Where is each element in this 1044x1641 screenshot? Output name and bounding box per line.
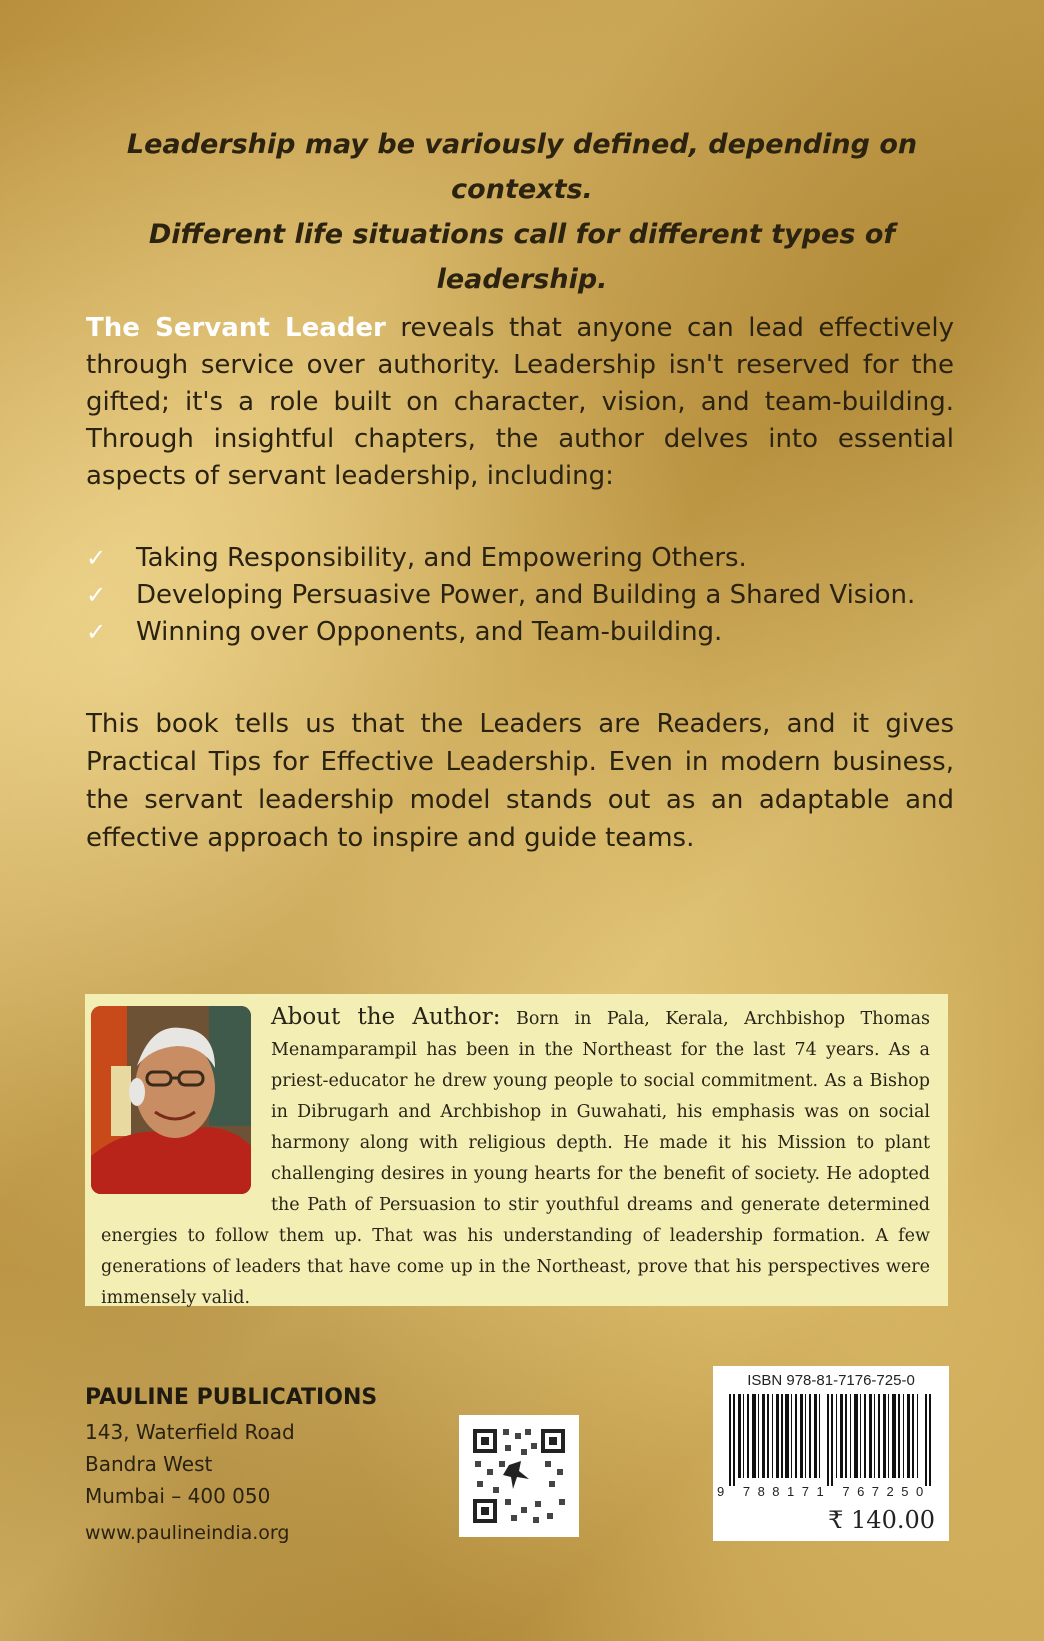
tagline-line-1: Leadership may be variously defined, depending on contexts.: [126, 129, 918, 205]
publisher-block: [85, 1385, 377, 1544]
publisher-address-line-1: 143, Waterfield Road: [85, 1420, 295, 1444]
publisher-address-line-2: Bandra West: [85, 1452, 213, 1476]
qr-code-graphic: [459, 1415, 579, 1537]
book-title: The Servant Leader: [86, 313, 386, 343]
author-bio-text: Born in Pala, Kerala, Archbishop Thomas Menamparampil has been in the Northeast for the last 74 years. As a priest-educator he drew young people to social commitment. As a Bishop in Dibrugarh and Archbishop in Guwahati, his emphasis was on social harmony along with religious depth. He made it his Mission to plant challenging desires in young hearts for the benefit of society. He adopted the Path of Persuasion to stir youthful dreams and generate determined energies to follow them up. That was his understanding of leadership formation. A few generations of leaders that have come up in the Northeast, prove that his perspectives were immensely valid.: [101, 1009, 930, 1308]
checkmark-icon: ✓: [86, 581, 107, 609]
closing-paragraph: This book tells us that the Leaders are Readers, and it gives Practical Tips for Effective Leadership. Even in modern business, the servant leadership model stands out as an adaptable and effective approach to inspire and guide teams.: [86, 709, 954, 853]
publisher-name: PAULINE PUBLICATIONS: [85, 1385, 378, 1410]
author-photo: [91, 1006, 251, 1194]
topics-checklist: [86, 540, 986, 651]
about-author-label: About the Author:: [271, 1004, 501, 1030]
list-item: ✓ Winning over Opponents, and Team-building.: [86, 614, 986, 651]
intro-text: reveals that anyone can lead effectively through service over authority. Leadership isn't reserved for the gifted; it's a role built on character, vision, and team-building. Through insightful chapters, the author delves into essential aspects of servant leadership, including:: [86, 313, 954, 491]
barcode-graphic: [727, 1394, 937, 1486]
checkmark-icon: ✓: [86, 544, 107, 572]
tagline: [60, 122, 984, 302]
price: ₹ 140.00: [828, 1506, 935, 1534]
about-author-box: [85, 994, 948, 1306]
intro-paragraph: [86, 310, 954, 495]
author-portrait-illustration: [91, 1006, 251, 1194]
barcode-digits: 9 788171 767250: [717, 1484, 931, 1499]
publisher-website[interactable]: www.paulineindia.org: [85, 1522, 290, 1544]
list-item: ✓ Developing Persuasive Power, and Building a Shared Vision.: [86, 577, 986, 614]
tagline-line-2: Different life situations call for different types of leadership.: [148, 219, 896, 295]
checkmark-icon: ✓: [86, 618, 107, 646]
isbn-number: ISBN 978-81-7176-725-0: [747, 1372, 915, 1389]
list-item: ✓ Taking Responsibility, and Empowering Others.: [86, 540, 986, 577]
isbn-barcode-box: [713, 1366, 949, 1541]
qr-code-icon[interactable]: [459, 1415, 579, 1537]
publisher-address-line-3: Mumbai – 400 050: [85, 1484, 271, 1508]
